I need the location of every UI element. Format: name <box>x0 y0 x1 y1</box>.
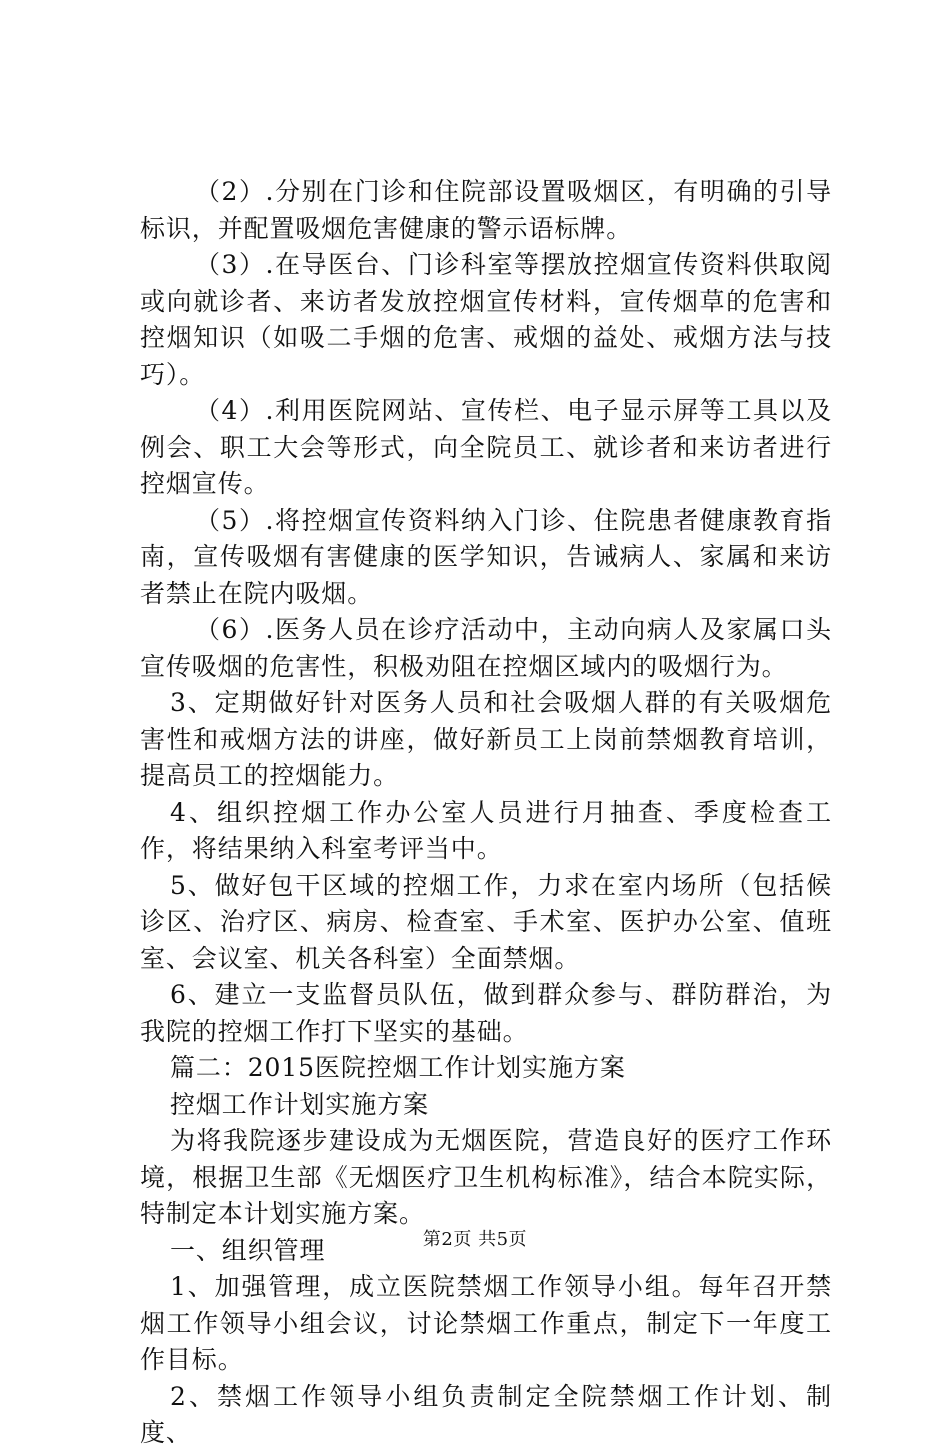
paragraph-4-sub: （4）.利用医院网站、宣传栏、电子显示屏等工具以及例会、职工大会等形式，向全院员工、就诊者和来访者进行控烟宣传。 <box>140 396 832 498</box>
paragraph-item-5: 5、做好包干区域的控烟工作，力求在室内场所（包括候诊区、治疗区、病房、检查室、手术室、医护办公室、值班室、会议室、机关各科室）全面禁烟。 <box>140 870 832 973</box>
document-title: 控烟工作计划实施方案 <box>170 1089 430 1119</box>
intro-paragraph: 为将我院逐步建设成为无烟医院，营造良好的医疗工作环境，根据卫生部《无烟医疗卫生机构标准》，结合本院实际，特制定本计划实施方案。 <box>140 1126 832 1228</box>
paragraph-5-sub: （5）.将控烟宣传资料纳入门诊、住院患者健康教育指南，宣传吸烟有害健康的医学知识，告诫病人、家属和来访者禁止在院内吸烟。 <box>140 505 832 608</box>
page-number-footer: 第2页 共5页 <box>422 1229 528 1250</box>
document-body <box>140 174 832 1452</box>
paragraph-item-4: 4、组织控烟工作办公室人员进行月抽查、季度检查工作，将结果纳入科室考评当中。 <box>140 797 832 863</box>
paragraph-item-1: 1、加强管理，成立医院禁烟工作领导小组。每年召开禁烟工作领导小组会议，讨论禁烟工作重点，制定下一年度工作目标。 <box>140 1272 832 1374</box>
paragraph-item-6: 6、建立一支监督员队伍，做到群众参与、群防群治，为我院的控烟工作打下坚实的基础。 <box>140 980 832 1046</box>
paragraph-6-sub: （6）.医务人员在诊疗活动中，主动向病人及家属口头宣传吸烟的危害性，积极劝阻在控烟区域内的吸烟行为。 <box>140 615 832 681</box>
paragraph-2-sub: （2）.分别在门诊和住院部设置吸烟区，有明确的引导标识，并配置吸烟危害健康的警示语标牌。 <box>140 177 832 243</box>
paragraph-3-sub: （3）.在导医台、门诊科室等摆放控烟宣传资料供取阅或向就诊者、来访者发放控烟宣传材料，宣传烟草的危害和控烟知识（如吸二手烟的危害、戒烟的益处、戒烟方法与技巧）。 <box>140 250 832 389</box>
section-heading: 篇二：2015医院控烟工作计划实施方案 <box>170 1053 626 1082</box>
paragraph-item-2: 2、禁烟工作领导小组负责制定全院禁烟工作计划、制度、 <box>140 1381 832 1447</box>
paragraph-item-3: 3、定期做好针对医务人员和社会吸烟人群的有关吸烟危害性和戒烟方法的讲座，做好新员工上岗前禁烟教育培训，提高员工的控烟能力。 <box>140 688 832 790</box>
subsection-heading: 一、组织管理 <box>170 1235 326 1265</box>
